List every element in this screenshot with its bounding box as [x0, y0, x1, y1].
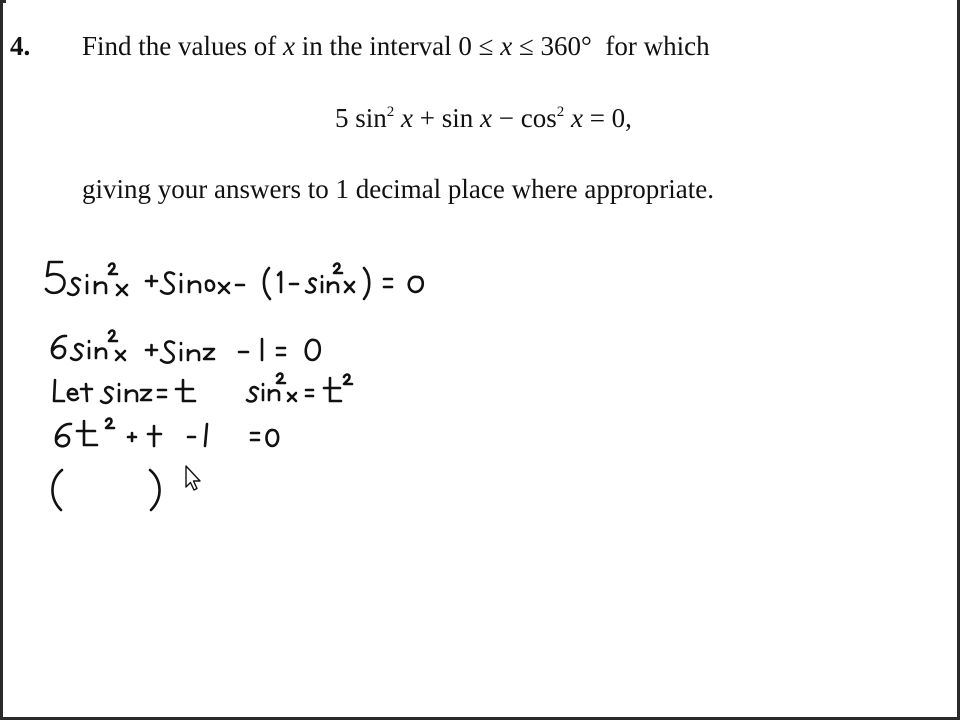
- question-equation: 5 $\sin^2 x + \sin x - \cos^2 x = 0$,: [335, 103, 632, 133]
- working-line-3: [54, 374, 352, 403]
- working-line-1: [46, 262, 423, 299]
- question-suffix: for which: [605, 31, 710, 61]
- working-line-2: [52, 331, 320, 363]
- working-line-4: [56, 419, 278, 447]
- question-variable: x: [282, 31, 295, 61]
- question-intro: Find the values of: [82, 31, 277, 61]
- question-instruction: giving your answers to 1 decimal place where appropriate.: [82, 174, 715, 204]
- question-middle: in the interval: [294, 31, 459, 61]
- question-number: 4.: [10, 31, 31, 61]
- arrow-cursor-icon: [186, 466, 200, 490]
- question-interval: 0 ≤ x ≤ 360°: [458, 31, 592, 61]
- working-line-5: [52, 470, 159, 510]
